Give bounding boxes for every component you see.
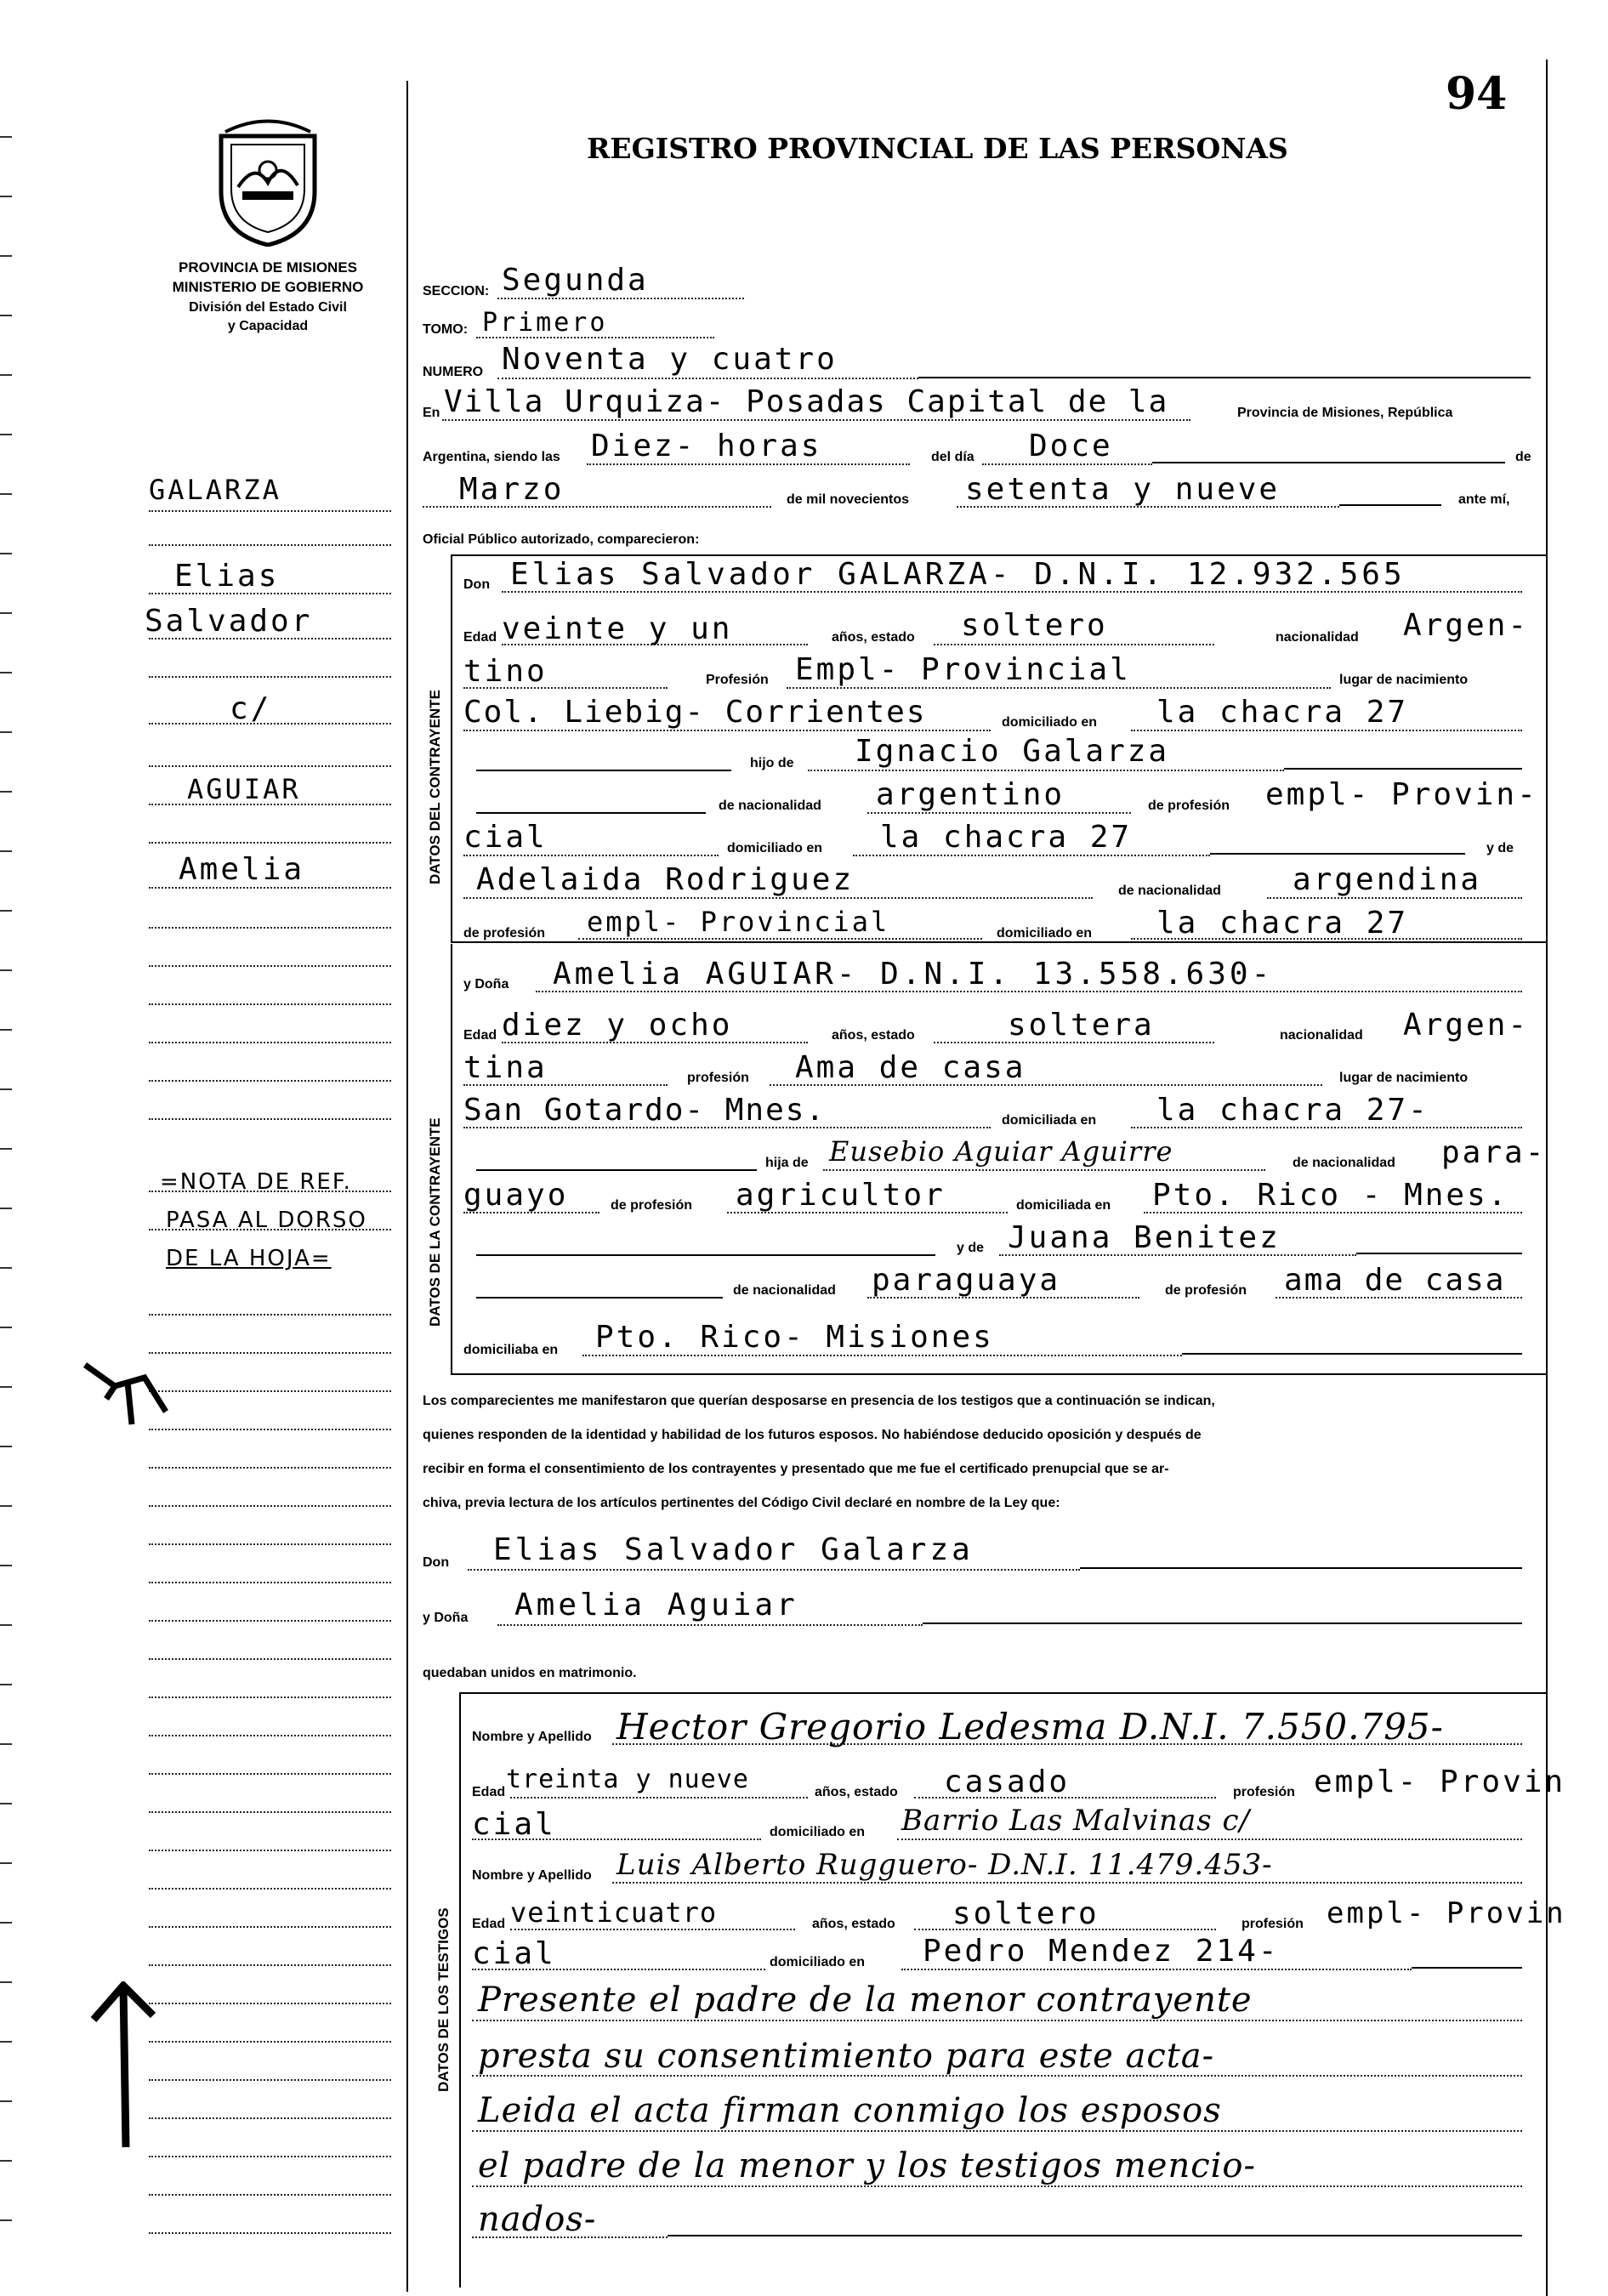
bride-padre-dom-label: domiciliada en — [1016, 1198, 1111, 1213]
legal-paragraph-line-3: recibir en forma el consentimiento de los contrayentes y presentado que me fue el certificado prenupcial que se ar- — [423, 1462, 1169, 1476]
note-line-3: Leida el acta firman conmigo los esposos — [478, 2091, 1222, 2130]
w1-prof-label: profesión — [1233, 1785, 1295, 1799]
provincial-seal — [204, 111, 332, 247]
right-border — [1546, 60, 1548, 2296]
bride-madre-nac-label: de nacionalidad — [733, 1283, 836, 1298]
groom-madre-dom: la chacra 27 — [1156, 906, 1409, 941]
ministry-label: MINISTERIO DE GOBIERNO — [172, 279, 364, 295]
w2-prof-2: cial — [472, 1936, 556, 1971]
w2-prof-1: empl- Provin — [1327, 1896, 1566, 1930]
margin-note-3: DE LA HOJA= — [166, 1246, 332, 1271]
w1-estado: casado — [944, 1765, 1071, 1799]
dia-value: Doce — [1029, 429, 1113, 463]
decl-don-label: Don — [423, 1555, 450, 1570]
w1-prof-1: empl- Provin — [1314, 1765, 1566, 1799]
w2-name-label: Nombre y Apellido — [472, 1868, 592, 1883]
hora-value: Diez- horas — [591, 429, 822, 463]
groom-profesion-label: Profesión — [706, 673, 769, 687]
lugar-value: Villa Urquiza- Posadas Capital de la — [444, 384, 1169, 419]
bride-anos-label: años, estado — [832, 1028, 915, 1043]
w1-anos-label: años, estado — [815, 1785, 898, 1799]
margin-given-2: Amelia — [179, 852, 305, 887]
mil-novecientos-label: de mil novecientos — [787, 492, 910, 507]
bride-y-dona-label: y Doña — [463, 977, 509, 992]
margin-note-1: =NOTA DE REF. — [160, 1169, 352, 1195]
bride-nac-1: Argen- — [1403, 1008, 1530, 1043]
margin-given-1a: Elias — [174, 559, 280, 594]
division-label-2: y Capacidad — [227, 319, 309, 333]
legal-paragraph-line-4: chiva, previa lectura de los artículos pertinentes del Código Civil declaré en nombre de la Ley que: — [423, 1496, 1060, 1510]
groom-madre-dom-label: domiciliado en — [997, 926, 1093, 941]
side-label-witnesses: DATOS DE LOS TESTIGOS — [435, 1907, 452, 2092]
w1-name-label: Nombre y Apellido — [472, 1730, 592, 1744]
note-line-4: el padre de la menor y los testigos mencio- — [478, 2146, 1257, 2185]
oficial-label: Oficial Público autorizado, comparecieron: — [423, 532, 700, 547]
numero-label: NUMERO — [423, 365, 484, 379]
bride-nac-2: tina — [463, 1050, 548, 1085]
margin-surname-1: GALARZA — [149, 474, 281, 506]
page-number: 94 — [1446, 68, 1508, 120]
signature-mark-2 — [85, 1981, 162, 2156]
w1-dom-label: domiciliado en — [770, 1825, 866, 1839]
tomo-label: TOMO: — [423, 322, 469, 337]
bride-madre: Juana Benitez — [1008, 1220, 1281, 1255]
province-label: PROVINCIA DE MISIONES — [178, 259, 357, 276]
w1-edad-label: Edad — [472, 1785, 506, 1799]
bride-madre-prof: ama de casa — [1284, 1263, 1506, 1298]
provincia-label: Provincia de Misiones, República — [1237, 406, 1453, 420]
bride-madre-dom-label: domiciliaba en — [463, 1343, 559, 1357]
margin-given-1b: Salvador — [145, 604, 313, 639]
side-label-bride: DATOS DE LA CONTRAYENTE — [427, 1117, 443, 1327]
groom-hijo-label: hijo de — [750, 756, 794, 770]
del-dia-label: del día — [931, 450, 974, 464]
tomo-value: Primero — [482, 308, 608, 338]
bride-domicilio: la chacra 27- — [1156, 1093, 1429, 1128]
decl-dona-name: Amelia Aguiar — [514, 1588, 798, 1623]
bride-padre-dom: Pto. Rico - Mnes. — [1152, 1178, 1509, 1213]
groom-anos-label: años, estado — [832, 630, 915, 645]
w2-edad-label: Edad — [472, 1917, 506, 1931]
note-line-5: nados- — [478, 2200, 597, 2239]
bride-padre-prof-label: de profesión — [611, 1198, 693, 1213]
bride-padre-nac-2: guayo — [463, 1178, 569, 1213]
legal-paragraph-line-1: Los comparecientes me manifestaron que querían desposarse en presencia de los testigos que a continuación se indican, — [423, 1394, 1215, 1408]
w1-edad: treinta y nueve — [506, 1765, 749, 1794]
w2-dom: Pedro Mendez 214- — [923, 1934, 1280, 1969]
groom-lugar-nac: Col. Liebig- Corrientes — [463, 695, 927, 730]
decl-don-name: Elias Salvador Galarza — [493, 1532, 974, 1567]
groom-padre-dom-label: domiciliado en — [727, 841, 823, 855]
groom-name: Elias Salvador GALARZA- D.N.I. 12.932.565 — [510, 557, 1406, 592]
argentina-label: Argentina, siendo las — [423, 450, 560, 464]
margin-divider — [406, 81, 408, 2292]
groom-lugar-nac-label: lugar de nacimiento — [1339, 673, 1469, 687]
bride-padre-nac-label: de nacionalidad — [1293, 1156, 1395, 1170]
bride-y-de-label: y de — [957, 1241, 985, 1255]
numero-value: Noventa y cuatro — [502, 342, 838, 377]
mes-value: Marzo — [459, 472, 565, 507]
bride-madre-dom: Pto. Rico- Misiones — [595, 1320, 994, 1355]
w2-estado: soltero — [952, 1896, 1099, 1931]
groom-padre: Ignacio Galarza — [855, 734, 1170, 769]
bride-madre-prof-label: de profesión — [1165, 1283, 1247, 1298]
ante-mi-label: ante mí, — [1458, 492, 1510, 507]
bride-madre-nac: paraguaya — [872, 1263, 1061, 1298]
signature-mark-1 — [81, 1352, 174, 1433]
groom-padre-dom: la chacra 27 — [880, 820, 1133, 855]
bride-lugar-nac-label: lugar de nacimiento — [1339, 1071, 1469, 1085]
bride-edad-label: Edad — [463, 1028, 497, 1043]
bride-padre-prof: agricultor — [736, 1178, 946, 1213]
side-label-groom: DATOS DEL CONTRAYENTE — [427, 690, 443, 884]
document-title: REGISTRO PROVINCIAL DE LAS PERSONAS — [587, 132, 1288, 165]
en-label: En — [423, 406, 440, 420]
de-label: de — [1515, 450, 1531, 464]
groom-edad: veinte y un — [502, 611, 733, 646]
groom-madre-nac: argendina — [1293, 862, 1482, 897]
bride-padre: Eusebio Aguiar Aguirre — [829, 1135, 1173, 1168]
w2-dom-label: domiciliado en — [770, 1955, 866, 1969]
bride-nac-label: nacionalidad — [1280, 1028, 1363, 1043]
groom-nac-1: Argen- — [1403, 608, 1530, 643]
bride-name: Amelia AGUIAR- D.N.I. 13.558.630- — [553, 957, 1274, 992]
groom-padre-prof-1: empl- Provin- — [1265, 777, 1538, 812]
w2-anos-label: años, estado — [812, 1917, 895, 1931]
margin-note-2: PASA AL DORSO — [166, 1208, 367, 1233]
decl-dona-label: y Doña — [423, 1611, 469, 1625]
w2-prof-label: profesión — [1242, 1917, 1304, 1931]
groom-y-de-label: y de — [1486, 841, 1514, 855]
groom-madre: Adelaida Rodriguez — [476, 862, 855, 897]
quedaban-label: quedaban unidos en matrimonio. — [423, 1666, 637, 1680]
w2-name: Luis Alberto Rugguero- D.N.I. 11.479.453- — [616, 1848, 1273, 1882]
bride-hija-label: hija de — [765, 1156, 809, 1170]
groom-padre-prof-2: cial — [463, 820, 548, 855]
w1-name: Hector Gregorio Ledesma D.N.I. 7.550.795- — [616, 1706, 1444, 1748]
bride-profesion: Ama de casa — [795, 1050, 1026, 1085]
margin-conj: c/ — [230, 691, 272, 726]
groom-dom-label: domiciliado en — [1002, 715, 1098, 730]
bride-edad: diez y ocho — [502, 1008, 733, 1043]
w2-edad: veinticuatro — [510, 1896, 718, 1929]
legal-paragraph-line-2: quienes responden de la identidad y habilidad de los futuros esposos. No habiéndose deducido oposición y después de — [423, 1428, 1202, 1442]
groom-padre-prof-label: de profesión — [1148, 798, 1230, 813]
w1-prof-2: cial — [472, 1807, 556, 1842]
w1-dom: Barrio Las Malvinas c/ — [901, 1804, 1250, 1838]
groom-madre-prof: empl- Provincial — [587, 906, 890, 938]
groom-edad-label: Edad — [463, 630, 497, 645]
bride-lugar-nac: San Gotardo- Mnes. — [463, 1093, 827, 1128]
bride-profesion-label: profesión — [687, 1071, 749, 1085]
groom-profesion: Empl- Provincial — [795, 652, 1131, 687]
bride-estado: soltera — [1008, 1008, 1155, 1043]
seccion-label: SECCION: — [423, 284, 490, 298]
groom-nac-label: nacionalidad — [1276, 630, 1359, 645]
groom-madre-prof-label: de profesión — [463, 926, 546, 941]
margin-surname-2: AGUIAR — [187, 773, 301, 805]
note-line-2: presta su consentimiento para este acta- — [478, 2037, 1215, 2076]
groom-don-label: Don — [463, 577, 491, 592]
groom-estado: soltero — [961, 608, 1108, 643]
groom-padre-nac-label: de nacionalidad — [719, 798, 821, 813]
anio-value: setenta y nueve — [965, 472, 1281, 507]
bride-padre-nac-1: para- — [1441, 1135, 1547, 1170]
groom-madre-nac-label: de nacionalidad — [1118, 884, 1221, 898]
seccion-value: Segunda — [502, 263, 649, 298]
groom-nac-2: tino — [463, 654, 548, 689]
margin-ticks — [0, 0, 17, 2296]
groom-padre-nac: argentino — [876, 777, 1065, 812]
note-line-1: Presente el padre de la menor contrayente — [478, 1981, 1253, 2020]
division-label: División del Estado Civil — [189, 300, 347, 315]
groom-domicilio: la chacra 27 — [1156, 695, 1409, 730]
bride-dom-label: domiciliada en — [1002, 1113, 1097, 1128]
